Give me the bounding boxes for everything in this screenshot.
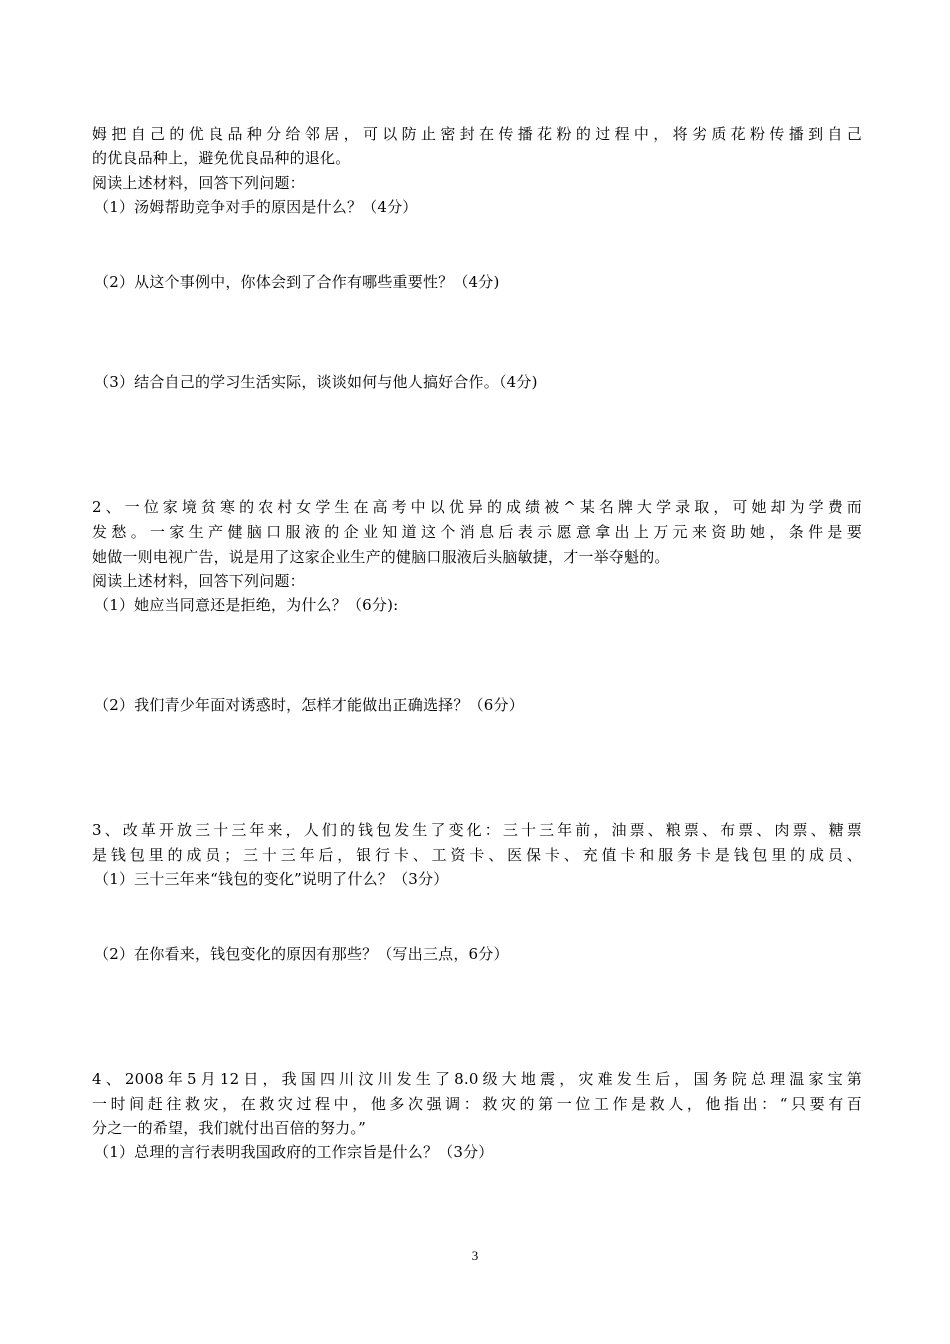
reading-prompt: 阅读上述材料，回答下列问题： xyxy=(92,174,305,192)
question-2-1: （1）她应当同意还是拒绝，为什么？（6分): xyxy=(94,596,399,614)
material-line: 发愁。一家生产健脑口服液的企业知道这个消息后表示愿意拿出上万元来资助她，条件是要 xyxy=(92,523,862,541)
question-3-2: （2）在你看来，钱包变化的原因有那些？（写出三点，6分） xyxy=(94,945,509,963)
page-number: 3 xyxy=(471,1248,479,1263)
material-line: 分之一的希望，我们就付出百倍的努力。” xyxy=(92,1119,366,1137)
question-4-1: （1）总理的言行表明我国政府的工作宗旨是什么？（3分） xyxy=(94,1143,494,1161)
question-3-1: （1）三十三年来“钱包的变化”说明了什么？（3分） xyxy=(94,870,449,888)
material-line: 是钱包里的成员；三十三年后，银行卡、工资卡、医保卡、充值卡和服务卡是钱包里的成员、 xyxy=(92,846,862,864)
material-line: 4、2008年5月12日，我国四川汶川发生了8.0级大地震，灾难发生后，国务院总理温家宝第 xyxy=(92,1070,862,1088)
material-line: 2、一位家境贫寒的农村女学生在高考中以优异的成绩被^某名牌大学录取，可她却为学费而 xyxy=(92,498,862,516)
question-1-3: （3）结合自己的学习生活实际，谈谈如何与他人搞好合作。（4分) xyxy=(94,373,538,391)
material-line: 3、改革开放三十三年来，人们的钱包发生了变化：三十三年前，油票、粮票、布票、肉票、糖票 xyxy=(92,821,862,839)
question-2-2: （2）我们青少年面对诱惑时，怎样才能做出正确选择？（6分） xyxy=(94,696,524,714)
reading-prompt: 阅读上述材料，回答下列问题： xyxy=(92,572,305,590)
material-line: 她做一则电视广告，说是用了这家企业生产的健脑口服液后头脑敏捷，才一举夺魁的。 xyxy=(92,548,670,566)
question-1-1: （1）汤姆帮助竞争对手的原因是什么？（4分） xyxy=(94,198,418,216)
question-1-2: （2）从这个事例中，你体会到了合作有哪些重要性？（4分) xyxy=(94,273,500,291)
material-line: 的优良品种上，避免优良品种的退化。 xyxy=(92,149,351,167)
material-line: 一时间赶往救灾，在救灾过程中，他多次强调：救灾的第一位工作是救人，他指出：“只要有百 xyxy=(92,1095,862,1113)
material-line: 姆把自己的优良品种分给邻居，可以防止密封在传播花粉的过程中，将劣质花粉传播到自己 xyxy=(92,125,862,143)
